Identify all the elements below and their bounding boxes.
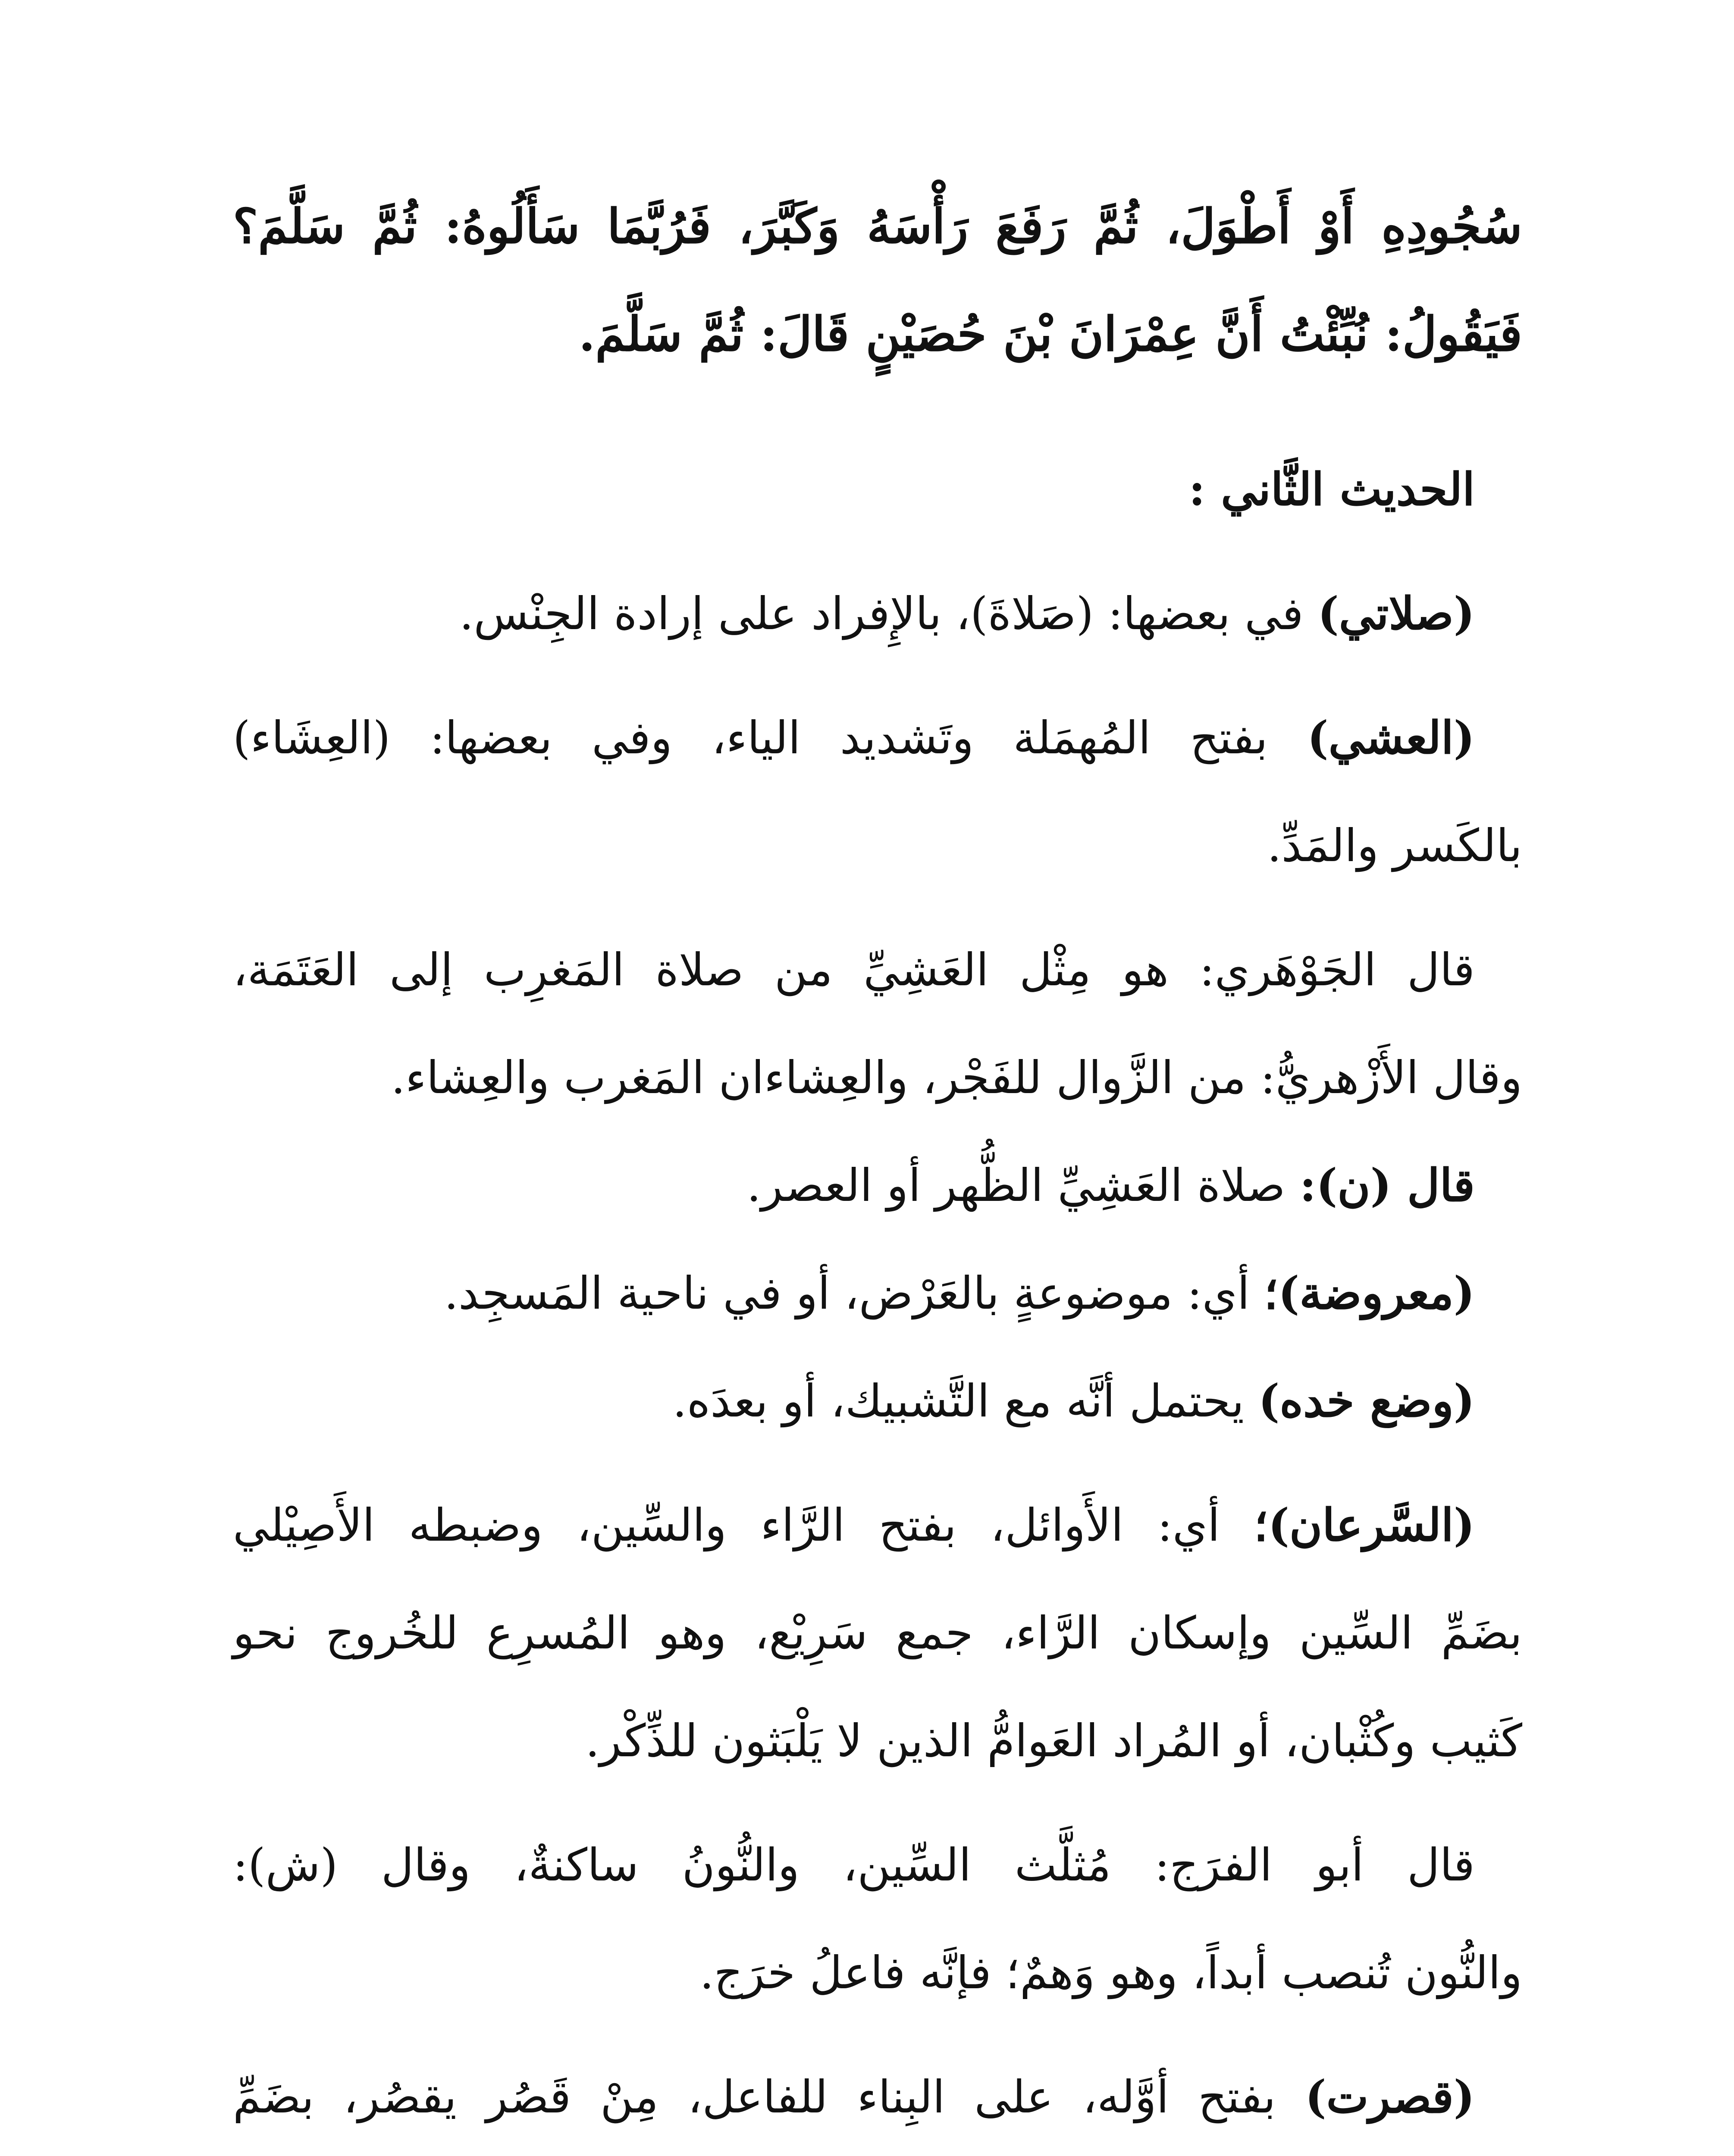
commentary-line: والنُّون تُنصب أبداً، وهو وَهمٌ؛ فإنَّه فاعلُ خرَج. xyxy=(699,1946,1522,1999)
commentary-line: وقال الأَزْهريُّ: من الزَّوال للفَجْر، والعِشاءان المَغرب والعِشاء. xyxy=(391,1051,1522,1104)
commentary-line xyxy=(233,2043,1522,2151)
commentary-line: قال أبو الفرَج: مُثلَّث السِّين، والنُّونُ ساكنةٌ، وقال (ش): xyxy=(233,1839,1475,1891)
lemma: (وضع خده) xyxy=(1258,1374,1475,1427)
commentary-text: في بعضها: (صَلاةَ)، بالإِفراد على إرادة الجِنْس. xyxy=(459,587,1318,640)
commentary-text: يحتمل أنَّه مع التَّشبيك، أو بعدَه. xyxy=(672,1375,1259,1427)
hadith-text xyxy=(233,172,1522,388)
commentary-line: بضَمِّ السِّين وإسكان الرَّاء، جمع سَرِيْع، وهو المُسرِع للخُروج نحو xyxy=(233,1607,1522,1659)
commentary-text: أي: الأَوائل، بفتح الرَّاء والسِّين، وضبطه الأَصِيْلي xyxy=(233,1499,1254,1551)
lemma: قال (ن): xyxy=(1299,1159,1475,1212)
commentary-line xyxy=(233,1239,1522,1347)
commentary xyxy=(233,436,1522,2156)
lemma: (قصرت) xyxy=(1305,2070,1475,2123)
commentary-line: بالكَسر والمَدِّ. xyxy=(1267,819,1522,872)
commentary-line xyxy=(233,1131,1522,1239)
commentary-line xyxy=(233,684,1522,792)
lemma: (معروضة)؛ xyxy=(1264,1266,1475,1319)
commentary-text: صلاة العَشِيِّ الظُّهر أو العصر. xyxy=(746,1159,1300,1212)
hadith-line: فَيَقُولُ: نُبِّئْتُ أَنَّ عِمْرَانَ بْنَ حُصَيْنٍ قَالَ: ثُمَّ سَلَّمَ. xyxy=(579,306,1522,362)
commentary-line xyxy=(233,2151,1522,2156)
commentary-line xyxy=(233,560,1522,667)
commentary-line: كَثيب وكُثْبان، أو المُراد العَوامُّ الذين لا يَلْبَثون للذِّكْر. xyxy=(585,1714,1522,1767)
commentary-text: بفتح أوَّله، على البِناء للفاعل، مِنْ قَصُر يقصُر، بضَمِّ xyxy=(233,2071,1305,2123)
lemma: (العشي) xyxy=(1307,711,1475,764)
lemma: (صلاتي) xyxy=(1317,587,1475,640)
commentary-line xyxy=(233,1471,1522,1579)
commentary-line xyxy=(233,1347,1522,1455)
commentary-text: أي: موضوعةٍ بالعَرْض، أو في ناحية المَسجِد. xyxy=(444,1267,1264,1319)
lemma: (السَّرعان)؛ xyxy=(1254,1498,1475,1551)
section-title: الحديث الثَّاني : xyxy=(1188,463,1475,516)
hadith-line: سُجُودِهِ أَوْ أَطْوَلَ، ثُمَّ رَفَعَ رَأْسَهُ وَكَبَّرَ، فَرُبَّمَا سَأَلُوهُ: ثُمَّ سَلَّمَ؟ xyxy=(233,198,1522,254)
commentary-text: بفتح المُهمَلة وتَشديد الياء، وفي بعضها: (العِشَاء) xyxy=(233,711,1308,764)
commentary-line: قال الجَوْهَري: هو مِثْل العَشِيِّ من صلاة المَغرِب إلى العَتَمَة، xyxy=(233,943,1475,996)
